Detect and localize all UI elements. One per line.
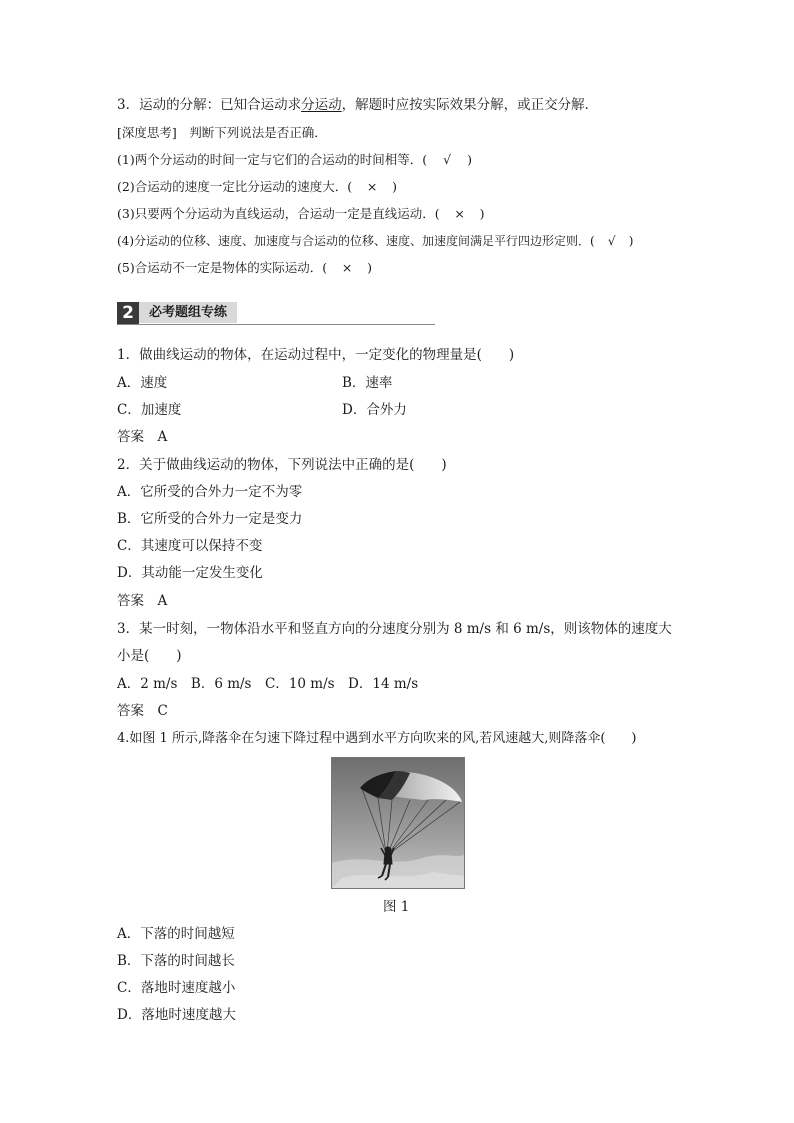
- q1-stem: 1．做曲线运动的物体，在运动过程中，一定变化的物理量是( ): [117, 347, 515, 363]
- q2-option-a: A．它所受的合外力一定不为零: [117, 484, 303, 500]
- q4-option-b: B．下落的时间越长: [117, 953, 235, 969]
- statement-5: (5)合运动不一定是物体的实际运动．( × ): [117, 260, 372, 275]
- decomposition-text: 3．运动的分解：已知合运动求分运动，解题时应按实际效果分解，或正交分解．: [117, 97, 599, 113]
- cross-mark: ×: [454, 206, 465, 221]
- q2-option-b: B．它所受的合外力一定是变力: [117, 511, 303, 527]
- q4-option-c: C．落地时速度越小: [117, 980, 236, 996]
- cross-mark: ×: [366, 179, 378, 194]
- section-title: 必考题组专练: [139, 302, 237, 323]
- statement-4: (4)分运动的位移、速度、加速度与合运动的位移、速度、加速度间满足平行四边形定则．( √ ): [117, 234, 634, 248]
- q1-option-a: A．速度: [117, 375, 168, 391]
- q1-option-b: B．速率: [342, 375, 393, 391]
- statement-2: (2)合运动的速度一定比分运动的速度大．( × ): [117, 179, 397, 194]
- q1-option-d: D．合外力: [342, 402, 407, 418]
- q1-option-c: C．加速度: [117, 402, 182, 418]
- q4-option-a: A．下落的时间越短: [117, 926, 235, 942]
- deep-think-title: [深度思考] 判断下列说法是否正确．: [117, 125, 327, 140]
- q3-answer: 答案 C: [117, 703, 168, 719]
- check-mark: √: [607, 234, 616, 248]
- q2-option-d: D．其动能一定发生变化: [117, 565, 263, 581]
- q2-stem: 2．关于做曲线运动的物体，下列说法中正确的是( ): [117, 457, 447, 473]
- parachute-photo: [331, 757, 465, 889]
- q1-answer: 答案 A: [117, 429, 168, 445]
- statement-1: (1)两个分运动的时间一定与它们的合运动的时间相等．( √ ): [117, 152, 472, 167]
- q4-option-d: D．落地时速度越大: [117, 1007, 236, 1023]
- figure-caption: 图 1: [383, 899, 410, 915]
- q3-options: A．2 m/s B．6 m/s C．10 m/s D．14 m/s: [117, 676, 419, 692]
- check-mark: √: [443, 152, 452, 167]
- q3-stem-line2: 小是( ): [117, 648, 182, 664]
- q2-answer: 答案 A: [117, 593, 168, 609]
- q3-stem-line1: 3．某一时刻，一物体沿水平和竖直方向的分速度分别为 8 m/s 和 6 m/s，则该物体的速度大: [117, 621, 672, 637]
- section-number: 2: [117, 302, 139, 324]
- underlined-term: 分运动: [301, 97, 342, 113]
- q2-option-c: C．其速度可以保持不变: [117, 538, 263, 554]
- cross-mark: ×: [341, 260, 353, 275]
- section-header: [117, 302, 435, 325]
- statement-3: (3)只要两个分运动为直线运动，合运动一定是直线运动．( × ): [117, 206, 485, 221]
- q4-stem: 4.如图 1 所示,降落伞在匀速下降过程中遇到水平方向吹来的风,若风速越大,则降落伞( ): [117, 731, 637, 746]
